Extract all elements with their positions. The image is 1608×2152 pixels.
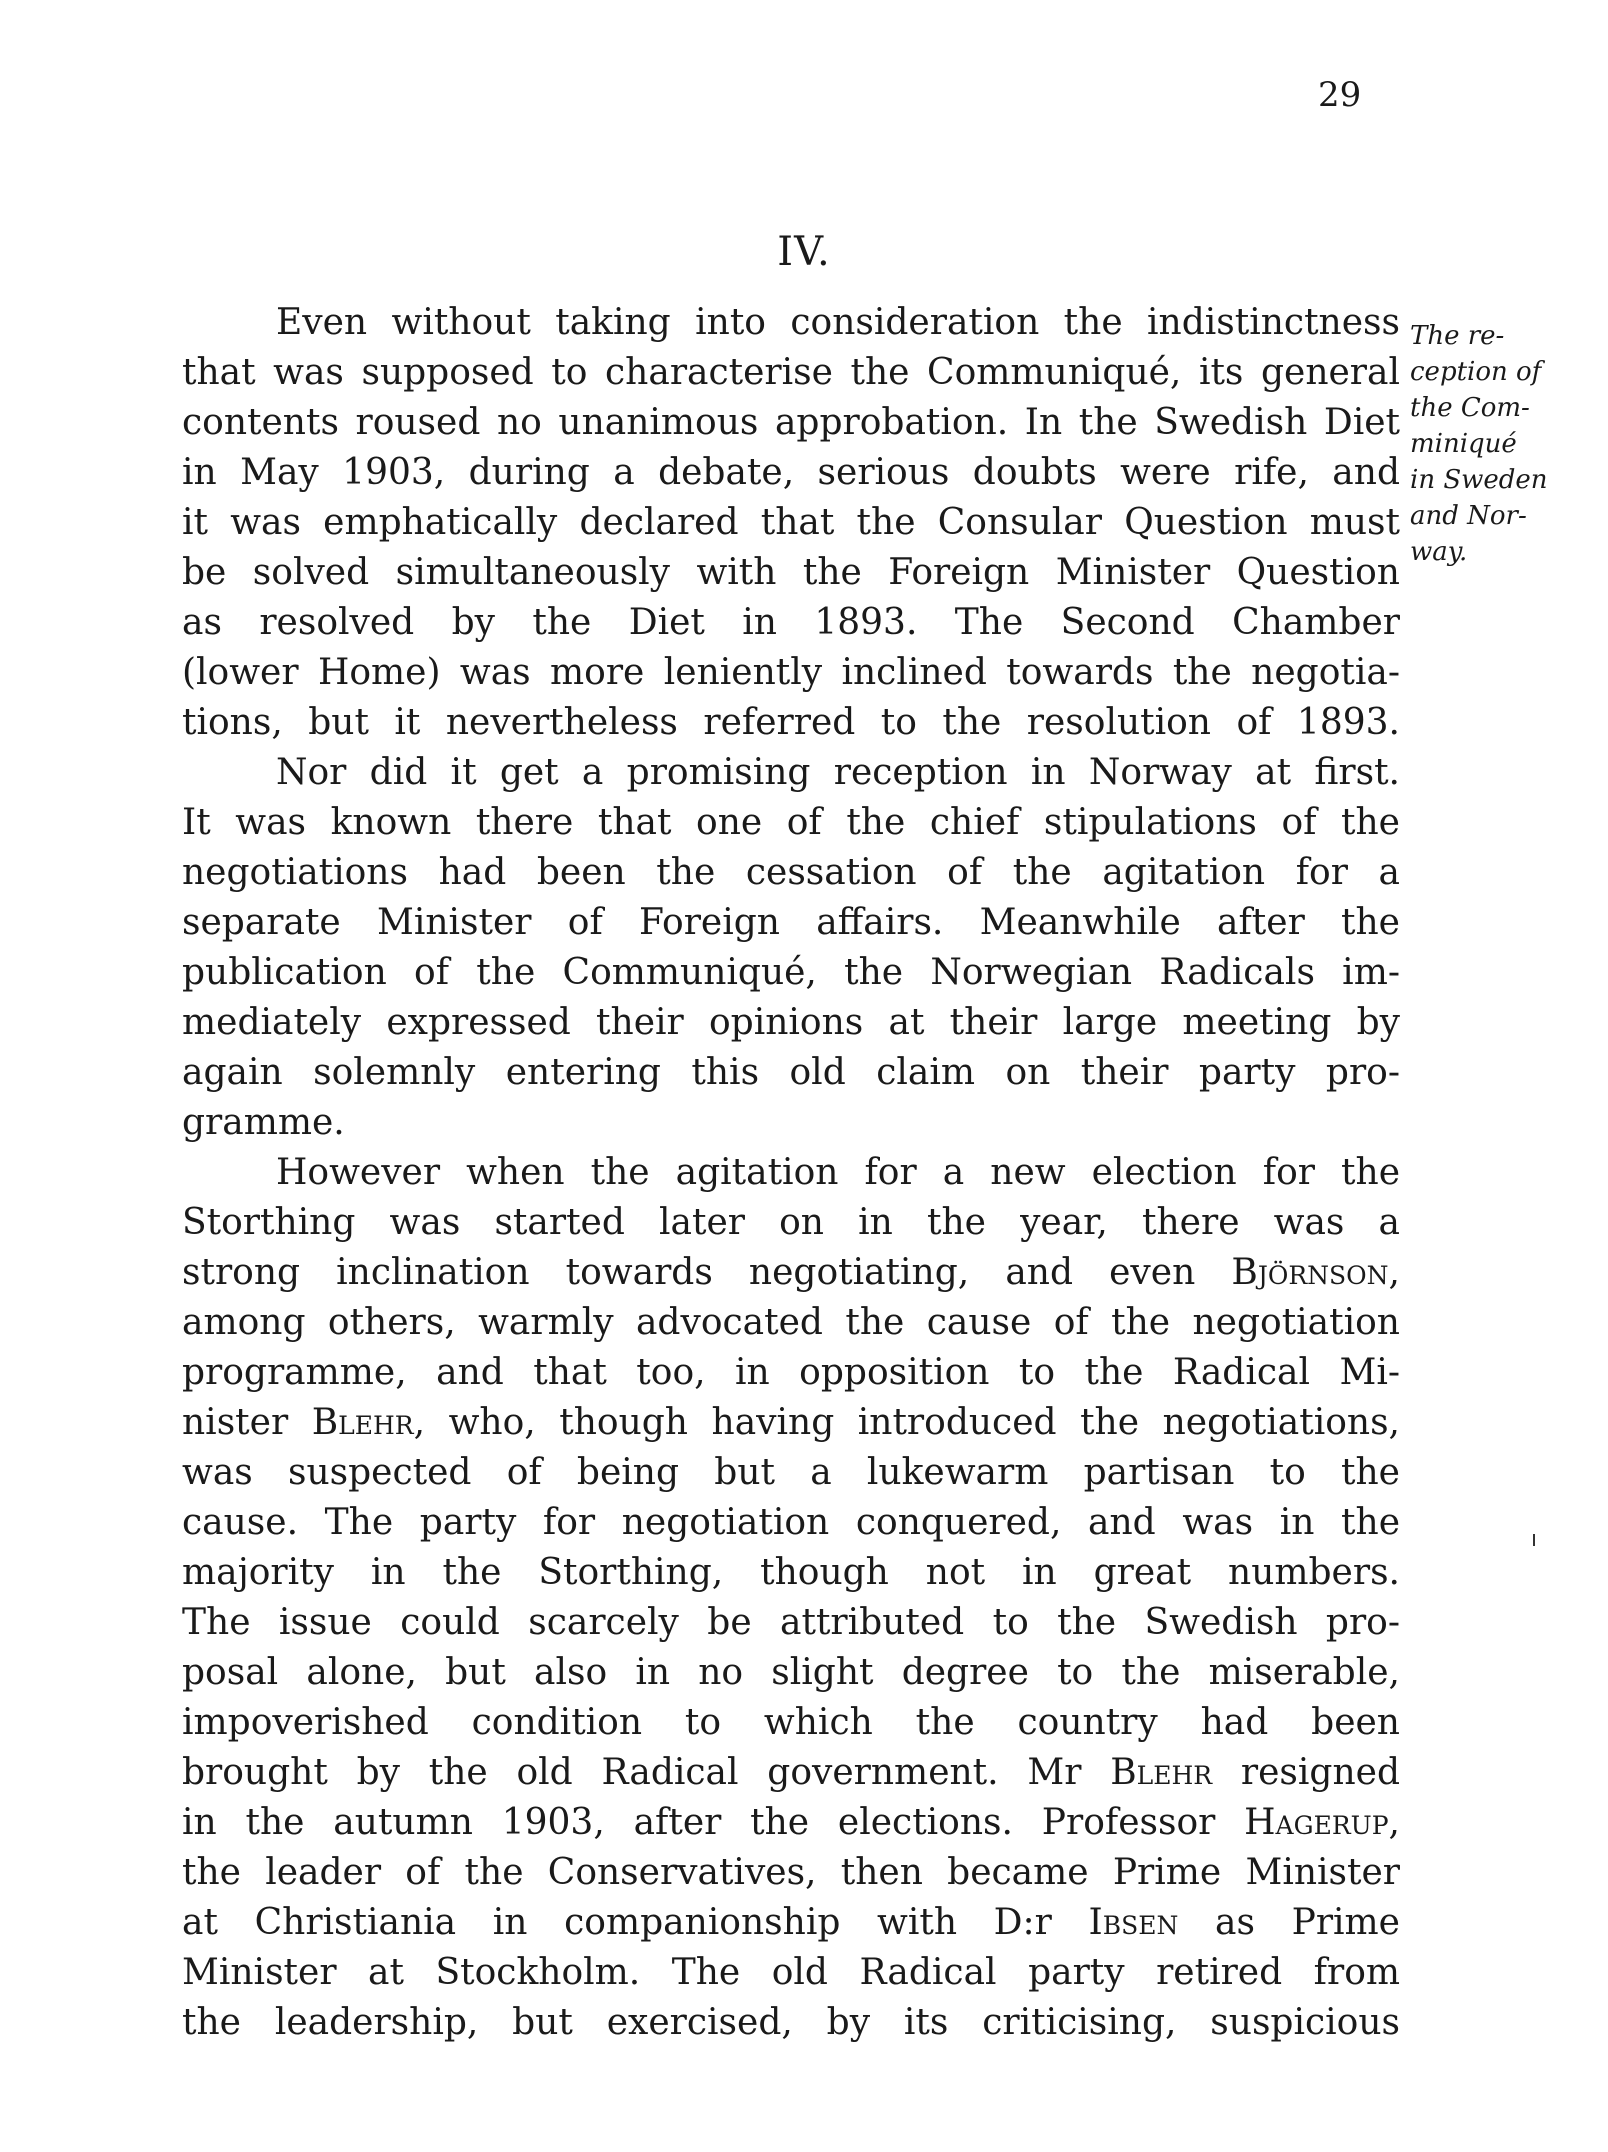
text-line: Storthing was started later on in the year, there was a (182, 1202, 1400, 1243)
text-line: (lower Home) was more leniently inclined towards the negotia- (182, 652, 1400, 693)
text-line: that was supposed to characterise the Communiqué, its general (182, 352, 1400, 393)
margin-note-line: in Sweden (1410, 465, 1548, 495)
text-line: the leadership, but exercised, by its criticising, suspicious (182, 2002, 1400, 2043)
text-line: negotiations had been the cessation of the agitation for a (182, 852, 1400, 893)
page-number: 29 (1318, 75, 1362, 115)
text-line: among others, warmly advocated the cause of the negotiation (182, 1302, 1400, 1343)
margin-note-line: The re- (1410, 321, 1505, 351)
text-line: cause. The party for negotiation conquered, and was in the (182, 1502, 1400, 1543)
text-line: However when the agitation for a new election for the (276, 1152, 1400, 1193)
margin-note (1410, 318, 1560, 570)
text-line: Even without taking into consideration the indistinctness (276, 302, 1400, 343)
text-line: gramme. (182, 1102, 345, 1143)
section-heading: IV. (777, 229, 831, 275)
name-hagerup: Hagerup (1244, 1802, 1389, 1843)
text-line: Nor did it get a promising reception in Norway at first. (276, 752, 1400, 793)
text-line: at Christiania in companionship with D:r Ibsen as Prime (182, 1902, 1400, 1943)
margin-note-line: the Com- (1410, 393, 1530, 423)
text-line: contents roused no unanimous approbation. In the Swedish Diet (182, 402, 1400, 443)
text-line: in May 1903, during a debate, serious doubts were rife, and (182, 452, 1400, 493)
text-line: was suspected of being but a lukewarm partisan to the (182, 1452, 1400, 1493)
text-line: Minister at Stockholm. The old Radical party retired from (182, 1952, 1400, 1993)
text-line: again solemnly entering this old claim on their party pro- (182, 1052, 1400, 1093)
name-ibsen: Ibsen (1088, 1902, 1179, 1943)
text-line: tions, but it nevertheless referred to the resolution of 1893. (182, 702, 1400, 743)
margin-note-line: miniqué (1410, 429, 1517, 459)
name-blehr: Blehr (311, 1402, 414, 1443)
text-line: It was known there that one of the chief stipulations of the (182, 802, 1400, 843)
stray-print-mark (1533, 1534, 1535, 1546)
text-line: posal alone, but also in no slight degree to the miserable, (182, 1652, 1400, 1693)
text-line: brought by the old Radical government. Mr Blehr resigned (182, 1752, 1400, 1793)
name-bjornson: Björnson (1231, 1252, 1389, 1293)
text-line: the leader of the Conservatives, then became Prime Minister (182, 1852, 1400, 1893)
text-line: separate Minister of Foreign affairs. Meanwhile after the (182, 902, 1400, 943)
text-line: as resolved by the Diet in 1893. The Second Chamber (182, 602, 1400, 643)
margin-note-line: and Nor- (1410, 501, 1527, 531)
text-line: mediately expressed their opinions at their large meeting by (182, 1002, 1400, 1043)
text-line: nister Blehr, who, though having introduced the negotiations, (182, 1402, 1400, 1443)
text-line: it was emphatically declared that the Consular Question must (182, 502, 1400, 543)
text-line: strong inclination towards negotiating, and even Björnson, (182, 1252, 1400, 1293)
text-line: in the autumn 1903, after the elections. Professor Hagerup, (182, 1802, 1400, 1843)
text-line: The issue could scarcely be attributed to the Swedish pro- (182, 1602, 1400, 1643)
body-text (182, 298, 1400, 2048)
text-line: impoverished condition to which the country had been (182, 1702, 1400, 1743)
name-blehr: Blehr (1110, 1752, 1213, 1793)
text-line: majority in the Storthing, though not in great numbers. (182, 1552, 1400, 1593)
margin-note-line: ception of (1410, 357, 1542, 387)
margin-note-line: way. (1410, 537, 1468, 567)
text-line: be solved simultaneously with the Foreign Minister Question (182, 552, 1400, 593)
text-line: publication of the Communiqué, the Norwegian Radicals im- (182, 952, 1400, 993)
text-line: programme, and that too, in opposition to the Radical Mi- (182, 1352, 1400, 1393)
